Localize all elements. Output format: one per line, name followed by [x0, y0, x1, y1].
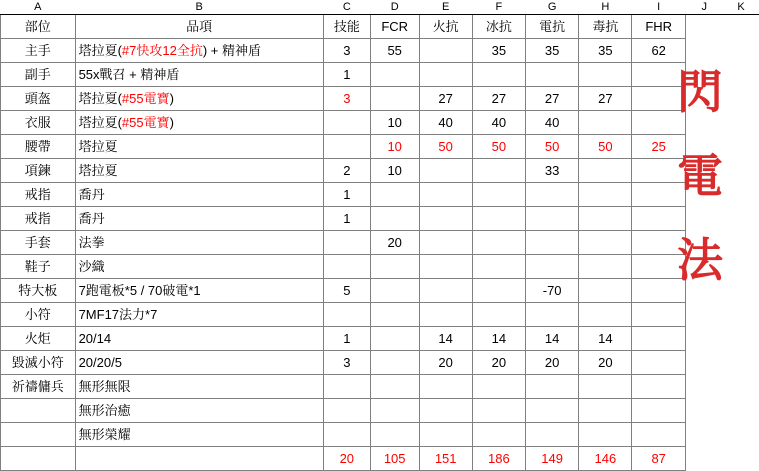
empty-cell-k[interactable]: [723, 15, 759, 39]
cell-fcr[interactable]: [370, 279, 419, 303]
cell-fire-res[interactable]: [419, 399, 472, 423]
cell-poison-res[interactable]: [579, 231, 632, 255]
cell-fcr[interactable]: [370, 87, 419, 111]
cell-part[interactable]: 衣服: [1, 111, 76, 135]
cell-fcr[interactable]: [370, 423, 419, 447]
cell-skill[interactable]: 3: [323, 351, 370, 375]
cell-item[interactable]: 法拳: [75, 231, 323, 255]
cell-fire-res[interactable]: [419, 303, 472, 327]
table-row: [1, 39, 759, 63]
cell-poison-res[interactable]: [579, 63, 632, 87]
cell-item[interactable]: 塔拉夏(#55電寶): [75, 111, 323, 135]
cell-cold-res[interactable]: [472, 375, 525, 399]
cell-skill[interactable]: [323, 255, 370, 279]
cell-item[interactable]: 20/20/5: [75, 351, 323, 375]
empty-cell-j[interactable]: [685, 423, 723, 447]
totals-item[interactable]: [75, 447, 323, 471]
empty-cell-k[interactable]: [723, 423, 759, 447]
cell-light-res[interactable]: 20: [526, 351, 579, 375]
totals-skill[interactable]: 20: [323, 447, 370, 471]
cell-part[interactable]: [1, 399, 76, 423]
cell-part[interactable]: 特大板: [1, 279, 76, 303]
cell-light-res[interactable]: [526, 207, 579, 231]
cell-fcr[interactable]: [370, 207, 419, 231]
cell-part[interactable]: 祈禱傭兵: [1, 375, 76, 399]
cell-fire-res[interactable]: [419, 207, 472, 231]
cell-poison-res[interactable]: [579, 207, 632, 231]
cell-item[interactable]: 7MF17法力*7: [75, 303, 323, 327]
table-row: [1, 423, 759, 447]
cell-light-res[interactable]: [526, 183, 579, 207]
cell-cold-res[interactable]: 20: [472, 351, 525, 375]
cell-item[interactable]: 喬丹: [75, 183, 323, 207]
cell-fire-res[interactable]: [419, 39, 472, 63]
cell-poison-res[interactable]: 50: [579, 135, 632, 159]
cell-light-res[interactable]: [526, 63, 579, 87]
cell-cold-res[interactable]: 50: [472, 135, 525, 159]
table-row: [1, 255, 759, 279]
cell-fire-res[interactable]: [419, 279, 472, 303]
cell-item[interactable]: 55x戰召 + 精神盾: [75, 63, 323, 87]
cell-fhr[interactable]: [632, 423, 685, 447]
cell-fcr[interactable]: [370, 183, 419, 207]
table-row: [1, 303, 759, 327]
cell-fcr[interactable]: [370, 327, 419, 351]
totals-cold[interactable]: 186: [472, 447, 525, 471]
sheet-title-decoration: [655, 50, 745, 302]
cell-light-res[interactable]: 50: [526, 135, 579, 159]
cell-poison-res[interactable]: [579, 423, 632, 447]
cell-item[interactable]: 喬丹: [75, 207, 323, 231]
column-header-h[interactable]: H: [579, 0, 632, 15]
cell-skill[interactable]: [323, 375, 370, 399]
cell-fcr[interactable]: [370, 375, 419, 399]
cell-cold-res[interactable]: [472, 399, 525, 423]
cell-item[interactable]: 無形治癒: [75, 399, 323, 423]
cell-cold-res[interactable]: [472, 159, 525, 183]
title-char-0: 閃: [655, 50, 745, 134]
cell-cold-res[interactable]: 40: [472, 111, 525, 135]
cell-skill[interactable]: 3: [323, 39, 370, 63]
totals-fcr[interactable]: 105: [370, 447, 419, 471]
table-row: [1, 399, 759, 423]
column-header-f[interactable]: F: [472, 0, 525, 15]
cell-light-res[interactable]: [526, 375, 579, 399]
cell-item[interactable]: 7跑電板*5 / 70破電*1: [75, 279, 323, 303]
empty-cell-k[interactable]: [723, 351, 759, 375]
cell-light-res[interactable]: [526, 303, 579, 327]
cell-fcr[interactable]: [370, 399, 419, 423]
cell-skill[interactable]: 3: [323, 87, 370, 111]
totals-light[interactable]: 149: [526, 447, 579, 471]
column-header-b[interactable]: B: [75, 0, 323, 15]
header-cell-fhr[interactable]: FHR: [632, 15, 685, 39]
cell-skill[interactable]: [323, 399, 370, 423]
empty-totals-k[interactable]: [723, 447, 759, 471]
cell-poison-res[interactable]: [579, 111, 632, 135]
item-highlight: #55電寶: [122, 91, 170, 106]
cell-fire-res[interactable]: 14: [419, 327, 472, 351]
title-char-1: 電: [655, 134, 745, 218]
cell-part[interactable]: 手套: [1, 231, 76, 255]
cell-cold-res[interactable]: 14: [472, 327, 525, 351]
cell-part[interactable]: 戒指: [1, 183, 76, 207]
cell-fire-res[interactable]: [419, 375, 472, 399]
table-row: [1, 135, 759, 159]
cell-light-res[interactable]: [526, 423, 579, 447]
cell-skill[interactable]: 1: [323, 207, 370, 231]
column-header-i[interactable]: I: [632, 0, 685, 15]
cell-poison-res[interactable]: [579, 159, 632, 183]
table-row: [1, 279, 759, 303]
cell-poison-res[interactable]: [579, 399, 632, 423]
cell-item[interactable]: 塔拉夏(#55電寶): [75, 87, 323, 111]
cell-skill[interactable]: [323, 111, 370, 135]
column-header-d[interactable]: D: [370, 0, 419, 15]
cell-fcr[interactable]: [370, 255, 419, 279]
title-char-2: 法: [655, 218, 745, 302]
cell-fhr[interactable]: [632, 327, 685, 351]
column-header-k[interactable]: K: [723, 0, 759, 15]
cell-light-res[interactable]: 40: [526, 111, 579, 135]
item-highlight: #7快攻12全抗: [122, 43, 203, 58]
totals-part[interactable]: [1, 447, 76, 471]
column-header-g[interactable]: G: [526, 0, 579, 15]
cell-fhr[interactable]: [632, 303, 685, 327]
cell-item[interactable]: 塔拉夏(#7快攻12全抗) + 精神盾: [75, 39, 323, 63]
cell-part[interactable]: 戒指: [1, 207, 76, 231]
cell-fcr[interactable]: 10: [370, 135, 419, 159]
cell-cold-res[interactable]: [472, 423, 525, 447]
cell-poison-res[interactable]: [579, 303, 632, 327]
totals-poison[interactable]: 146: [579, 447, 632, 471]
cell-fcr[interactable]: 20: [370, 231, 419, 255]
table-row: [1, 183, 759, 207]
cell-part[interactable]: 頭盔: [1, 87, 76, 111]
cell-poison-res[interactable]: 35: [579, 39, 632, 63]
cell-skill[interactable]: 1: [323, 63, 370, 87]
cell-light-res[interactable]: 14: [526, 327, 579, 351]
empty-cell-j[interactable]: [685, 375, 723, 399]
header-cell-part[interactable]: 部位: [1, 15, 76, 39]
cell-skill[interactable]: 2: [323, 159, 370, 183]
cell-part[interactable]: 副手: [1, 63, 76, 87]
empty-cell-k[interactable]: [723, 303, 759, 327]
cell-fhr[interactable]: [632, 351, 685, 375]
cell-light-res[interactable]: 27: [526, 87, 579, 111]
header-cell-item[interactable]: 品項: [75, 15, 323, 39]
cell-fhr[interactable]: 62: [632, 39, 685, 63]
cell-light-res[interactable]: [526, 399, 579, 423]
table-row: [1, 111, 759, 135]
empty-cell-j[interactable]: [685, 327, 723, 351]
header-cell-poison-res[interactable]: 毒抗: [579, 15, 632, 39]
cell-poison-res[interactable]: [579, 279, 632, 303]
cell-fhr[interactable]: 25: [632, 135, 685, 159]
cell-poison-res[interactable]: 20: [579, 351, 632, 375]
cell-fire-res[interactable]: 20: [419, 351, 472, 375]
cell-part[interactable]: 鞋子: [1, 255, 76, 279]
cell-skill[interactable]: 1: [323, 183, 370, 207]
cell-poison-res[interactable]: [579, 375, 632, 399]
header-cell-fcr[interactable]: FCR: [370, 15, 419, 39]
cell-poison-res[interactable]: 27: [579, 87, 632, 111]
cell-cold-res[interactable]: [472, 255, 525, 279]
cell-part[interactable]: 毀滅小符: [1, 351, 76, 375]
cell-fire-res[interactable]: [419, 231, 472, 255]
cell-fhr[interactable]: [632, 399, 685, 423]
cell-item[interactable]: 塔拉夏: [75, 135, 323, 159]
cell-cold-res[interactable]: [472, 207, 525, 231]
cell-fire-res[interactable]: [419, 63, 472, 87]
cell-fcr[interactable]: [370, 303, 419, 327]
cell-poison-res[interactable]: [579, 183, 632, 207]
cell-light-res[interactable]: [526, 255, 579, 279]
cell-poison-res[interactable]: 14: [579, 327, 632, 351]
empty-cell-k[interactable]: [723, 375, 759, 399]
cell-fire-res[interactable]: 50: [419, 135, 472, 159]
cell-part[interactable]: 火炬: [1, 327, 76, 351]
column-header-e[interactable]: E: [419, 0, 472, 15]
cell-item[interactable]: 塔拉夏: [75, 159, 323, 183]
empty-cell-k[interactable]: [723, 399, 759, 423]
table-row: [1, 87, 759, 111]
cell-item[interactable]: 20/14: [75, 327, 323, 351]
header-cell-cold-res[interactable]: 冰抗: [472, 15, 525, 39]
cell-cold-res[interactable]: [472, 63, 525, 87]
table-row: [1, 351, 759, 375]
table-row: [1, 231, 759, 255]
column-header-row: [1, 0, 759, 15]
cell-fire-res[interactable]: [419, 255, 472, 279]
cell-part[interactable]: 主手: [1, 39, 76, 63]
empty-cell-j[interactable]: [685, 399, 723, 423]
cell-cold-res[interactable]: [472, 303, 525, 327]
cell-part[interactable]: [1, 423, 76, 447]
header-cell-fire-res[interactable]: 火抗: [419, 15, 472, 39]
header-cell-light-res[interactable]: 電抗: [526, 15, 579, 39]
cell-part[interactable]: 腰帶: [1, 135, 76, 159]
cell-fcr[interactable]: 55: [370, 39, 419, 63]
column-header-c[interactable]: C: [323, 0, 370, 15]
cell-fire-res[interactable]: [419, 183, 472, 207]
cell-fcr[interactable]: [370, 351, 419, 375]
cell-fcr[interactable]: [370, 63, 419, 87]
cell-fire-res[interactable]: 40: [419, 111, 472, 135]
column-header-a[interactable]: A: [1, 0, 76, 15]
cell-item[interactable]: 無形無限: [75, 375, 323, 399]
totals-row: [1, 447, 759, 471]
totals-fhr[interactable]: 87: [632, 447, 685, 471]
table-row: [1, 327, 759, 351]
cell-poison-res[interactable]: [579, 255, 632, 279]
table-row: [1, 375, 759, 399]
cell-cold-res[interactable]: [472, 231, 525, 255]
cell-cold-res[interactable]: [472, 279, 525, 303]
cell-item[interactable]: 沙織: [75, 255, 323, 279]
cell-skill[interactable]: [323, 423, 370, 447]
cell-light-res[interactable]: 35: [526, 39, 579, 63]
empty-totals-j[interactable]: [685, 447, 723, 471]
column-header-j[interactable]: J: [685, 0, 723, 15]
cell-light-res[interactable]: -70: [526, 279, 579, 303]
cell-light-res[interactable]: [526, 231, 579, 255]
cell-skill[interactable]: 1: [323, 327, 370, 351]
cell-fire-res[interactable]: [419, 423, 472, 447]
cell-skill[interactable]: [323, 303, 370, 327]
cell-skill[interactable]: [323, 231, 370, 255]
cell-light-res[interactable]: 33: [526, 159, 579, 183]
cell-fcr[interactable]: 10: [370, 111, 419, 135]
cell-part[interactable]: 項鍊: [1, 159, 76, 183]
cell-item[interactable]: 無形榮耀: [75, 423, 323, 447]
cell-fire-res[interactable]: 27: [419, 87, 472, 111]
cell-fcr[interactable]: 10: [370, 159, 419, 183]
cell-skill[interactable]: [323, 135, 370, 159]
cell-part[interactable]: 小符: [1, 303, 76, 327]
table-row: [1, 159, 759, 183]
cell-skill[interactable]: 5: [323, 279, 370, 303]
empty-cell-j[interactable]: [685, 15, 723, 39]
item-highlight: #55電寶: [122, 115, 170, 130]
header-cell-skill[interactable]: 技能: [323, 15, 370, 39]
totals-fire[interactable]: 151: [419, 447, 472, 471]
empty-cell-k[interactable]: [723, 327, 759, 351]
table-row: [1, 207, 759, 231]
table-row: [1, 63, 759, 87]
empty-cell-j[interactable]: [685, 303, 723, 327]
cell-fire-res[interactable]: [419, 159, 472, 183]
empty-cell-j[interactable]: [685, 351, 723, 375]
cell-cold-res[interactable]: 27: [472, 87, 525, 111]
table-header-row: [1, 15, 759, 39]
cell-cold-res[interactable]: 35: [472, 39, 525, 63]
cell-cold-res[interactable]: [472, 183, 525, 207]
cell-fhr[interactable]: [632, 375, 685, 399]
